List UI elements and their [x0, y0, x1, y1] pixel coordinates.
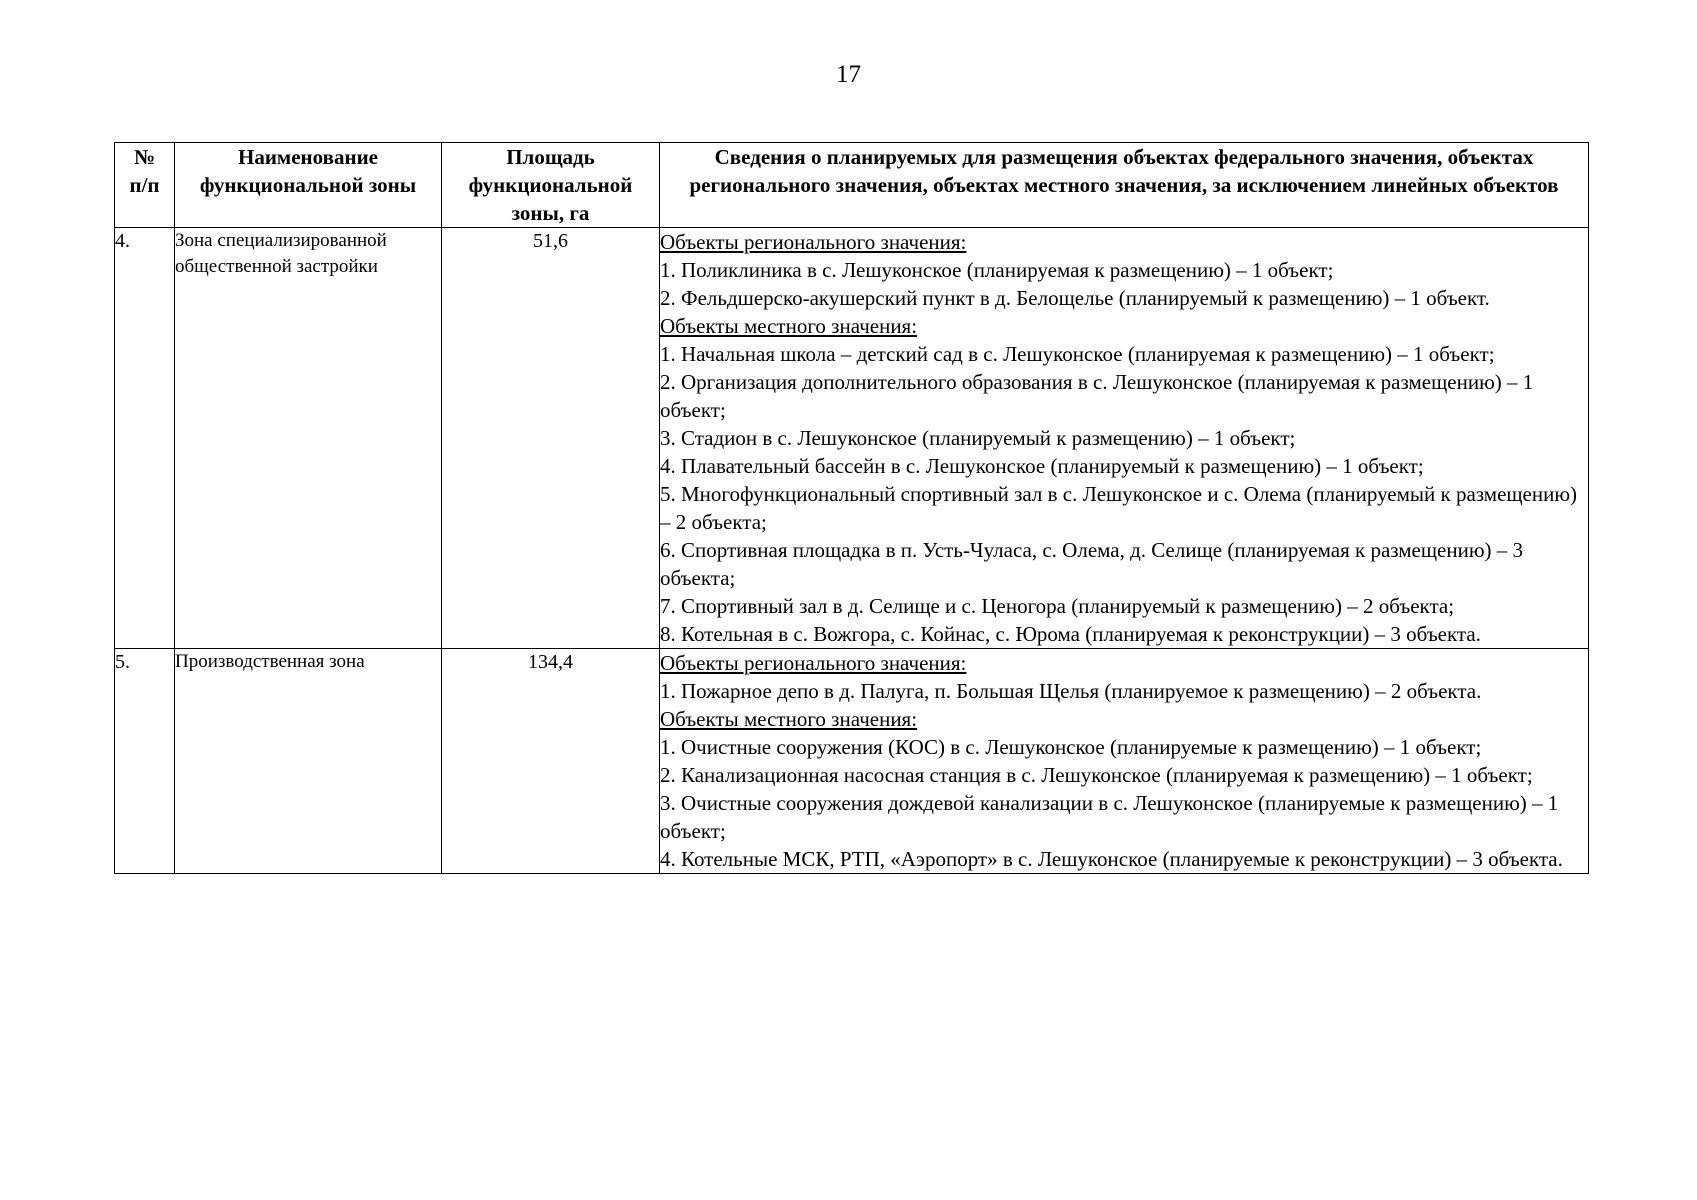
header-zone-area: Площадь функциональной зоны, га [442, 143, 660, 228]
table-row [115, 228, 1589, 649]
table-header [115, 143, 1589, 228]
zone-area: 134,4 [442, 649, 660, 874]
list-item: 4. Котельные МСК, РТП, «Аэропорт» в с. Лешуконское (планируемые к реконструкции) – 3 объекта. [660, 847, 1563, 871]
list-item: 1. Поликлиника в с. Лешуконское (планируемая к размещению) – 1 объект; [660, 258, 1334, 282]
header-number: № п/п [115, 143, 175, 228]
list-item: 2. Фельдшерско-акушерский пункт в д. Белощелье (планируемый к размещению) – 1 объект. [660, 286, 1490, 310]
header-zone-name: Наименование функциональной зоны [175, 143, 442, 228]
list-item: 1. Очистные сооружения (КОС) в с. Лешуконское (планируемые к размещению) – 1 объект; [660, 735, 1482, 759]
zone-area: 51,6 [442, 228, 660, 649]
header-objects-info: Сведения о планируемых для размещения объектах федерального значения, объектах регионального значения, объектах местного значения, за исключением линейных объектов [660, 143, 1589, 228]
list-item: 3. Очистные сооружения дождевой канализации в с. Лешуконское (планируемые к размещению) – 1 объект; [660, 791, 1559, 843]
list-item: 4. Плавательный бассейн в с. Лешуконское (планируемый к размещению) – 1 объект; [660, 454, 1424, 478]
list-item: 2. Организация дополнительного образования в с. Лешуконское (планируемая к размещению) – 1 объект; [660, 370, 1534, 422]
regional-objects-title: Объекты регионального значения: [660, 651, 967, 675]
row-number: 4. [115, 228, 175, 649]
list-item: 2. Канализационная насосная станция в с. Лешуконское (планируемая к размещению) – 1 объект; [660, 763, 1533, 787]
zone-objects [660, 649, 1589, 874]
header-row [115, 143, 1589, 228]
regional-objects-title: Объекты регионального значения: [660, 230, 967, 254]
zone-objects [660, 228, 1589, 649]
table-row [115, 649, 1589, 874]
local-objects-title: Объекты местного значения: [660, 314, 918, 338]
row-number: 5. [115, 649, 175, 874]
list-item: 3. Стадион в с. Лешуконское (планируемый к размещению) – 1 объект; [660, 426, 1296, 450]
list-item: 1. Начальная школа – детский сад в с. Лешуконское (планируемая к размещению) – 1 объект; [660, 342, 1495, 366]
zone-name: Производственная зона [175, 649, 442, 874]
list-item: 6. Спортивная площадка в п. Усть-Чуласа, с. Олема, д. Селище (планируемая к размещению) – 3 объекта; [660, 538, 1524, 590]
list-item: 5. Многофункциональный спортивный зал в с. Лешуконское и с. Олема (планируемый к размещению) – 2 объекта; [660, 482, 1578, 534]
list-item: 8. Котельная в с. Вожгора, с. Койнас, с. Юрома (планируемая к реконструкции) – 3 объекта. [660, 622, 1481, 646]
page-number: 17 [836, 61, 861, 88]
list-item: 1. Пожарное депо в д. Палуга, п. Большая Щелья (планируемое к размещению) – 2 объекта. [660, 679, 1482, 703]
zone-name: Зона специализированной общественной застройки [175, 228, 442, 649]
functional-zones-table [114, 142, 1589, 874]
list-item: 7. Спортивный зал в д. Селище и с. Ценогора (планируемый к размещению) – 2 объекта; [660, 594, 1455, 618]
local-objects-title: Объекты местного значения: [660, 707, 918, 731]
